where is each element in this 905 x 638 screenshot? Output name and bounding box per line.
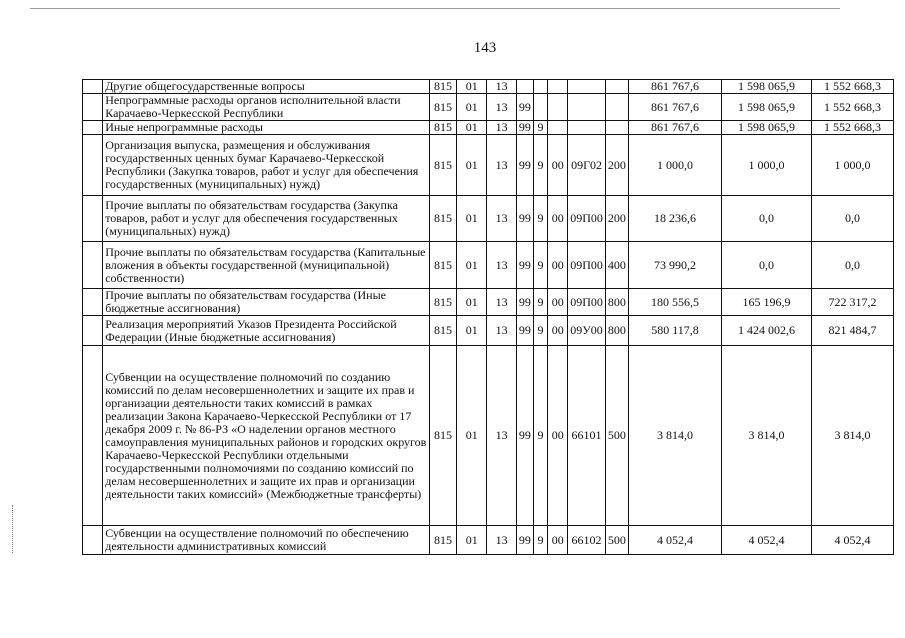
section-code: 01 bbox=[457, 196, 487, 242]
scan-top-edge-line bbox=[30, 8, 840, 9]
row-name: Субвенции на осуществление полномочий по обеспечению деятельности административных комиссий bbox=[103, 526, 430, 555]
grbs-code: 815 bbox=[429, 135, 456, 196]
target-item-subprogram: 9 bbox=[533, 346, 547, 526]
margin-cell bbox=[83, 526, 103, 555]
subsection-code: 13 bbox=[487, 121, 516, 135]
amount-year-2: 1 598 065,9 bbox=[722, 94, 812, 121]
margin-cell bbox=[83, 121, 103, 135]
target-item-program: 99 bbox=[516, 526, 533, 555]
target-item-subprogram: 9 bbox=[533, 242, 547, 289]
table-row bbox=[83, 80, 894, 94]
amount-year-3: 1 552 668,3 bbox=[812, 94, 894, 121]
amount-year-3: 1 552 668,3 bbox=[812, 121, 894, 135]
target-item-program: 99 bbox=[516, 135, 533, 196]
grbs-code: 815 bbox=[429, 121, 456, 135]
section-code: 01 bbox=[457, 135, 487, 196]
row-name: Прочие выплаты по обязательствам государства (Иные бюджетные ассигнования) bbox=[103, 289, 430, 316]
grbs-code: 815 bbox=[429, 346, 456, 526]
expense-type-code: 400 bbox=[605, 242, 628, 289]
target-item-program: 99 bbox=[516, 242, 533, 289]
table-row bbox=[83, 346, 894, 526]
target-item-subprogram: 9 bbox=[533, 135, 547, 196]
grbs-code: 815 bbox=[429, 196, 456, 242]
amount-year-1: 861 767,6 bbox=[628, 121, 721, 135]
subsection-code: 13 bbox=[487, 80, 516, 94]
table-row bbox=[83, 316, 894, 346]
expense-type-code: 200 bbox=[605, 135, 628, 196]
target-item-main-event bbox=[548, 121, 568, 135]
amount-year-1: 180 556,5 bbox=[628, 289, 721, 316]
subsection-code: 13 bbox=[487, 289, 516, 316]
expense-type-code: 500 bbox=[605, 526, 628, 555]
target-item-main-event: 00 bbox=[548, 316, 568, 346]
target-item-main-event bbox=[548, 80, 568, 94]
target-item-subprogram: 9 bbox=[533, 289, 547, 316]
amount-year-3: 0,0 bbox=[812, 242, 894, 289]
grbs-code: 815 bbox=[429, 80, 456, 94]
expense-type-code: 800 bbox=[605, 289, 628, 316]
section-code: 01 bbox=[457, 526, 487, 555]
target-item-program: 99 bbox=[516, 94, 533, 121]
subsection-code: 13 bbox=[487, 94, 516, 121]
amount-year-3: 0,0 bbox=[812, 196, 894, 242]
section-code: 01 bbox=[457, 94, 487, 121]
amount-year-2: 1 000,0 bbox=[722, 135, 812, 196]
expense-type-code: 800 bbox=[605, 316, 628, 346]
page-number: 143 bbox=[473, 40, 497, 56]
amount-year-2: 1 598 065,9 bbox=[722, 80, 812, 94]
amount-year-1: 580 117,8 bbox=[628, 316, 721, 346]
target-item-direction: 66102 bbox=[568, 526, 605, 555]
amount-year-2: 1 424 002,6 bbox=[722, 316, 812, 346]
table-row bbox=[83, 526, 894, 555]
target-item-direction: 09Г02 bbox=[568, 135, 605, 196]
target-item-direction bbox=[568, 80, 605, 94]
amount-year-1: 18 236,6 bbox=[628, 196, 721, 242]
target-item-program: 99 bbox=[516, 316, 533, 346]
amount-year-3: 4 052,4 bbox=[812, 526, 894, 555]
section-code: 01 bbox=[457, 289, 487, 316]
expense-type-code: 200 bbox=[605, 196, 628, 242]
row-name: Непрограммные расходы органов исполнительной власти Карачаево-Черкесской Республики bbox=[103, 94, 430, 121]
amount-year-3: 1 552 668,3 bbox=[812, 80, 894, 94]
budget-expenditure-table bbox=[82, 79, 894, 555]
grbs-code: 815 bbox=[429, 316, 456, 346]
table-row bbox=[83, 135, 894, 196]
subsection-code: 13 bbox=[487, 242, 516, 289]
amount-year-3: 3 814,0 bbox=[812, 346, 894, 526]
target-item-direction: 09П00 bbox=[568, 242, 605, 289]
scan-edge-mark bbox=[12, 505, 14, 553]
amount-year-3: 821 484,7 bbox=[812, 316, 894, 346]
expense-type-code bbox=[605, 94, 628, 121]
amount-year-2: 0,0 bbox=[722, 242, 812, 289]
table-row bbox=[83, 196, 894, 242]
target-item-program: 99 bbox=[516, 196, 533, 242]
margin-cell bbox=[83, 135, 103, 196]
target-item-program bbox=[516, 80, 533, 94]
amount-year-1: 4 052,4 bbox=[628, 526, 721, 555]
subsection-code: 13 bbox=[487, 526, 516, 555]
subsection-code: 13 bbox=[487, 346, 516, 526]
target-item-direction bbox=[568, 94, 605, 121]
subsection-code: 13 bbox=[487, 316, 516, 346]
expense-type-code: 500 bbox=[605, 346, 628, 526]
margin-cell bbox=[83, 196, 103, 242]
target-item-direction bbox=[568, 121, 605, 135]
table-row bbox=[83, 242, 894, 289]
target-item-subprogram bbox=[533, 94, 547, 121]
row-name: Прочие выплаты по обязательствам государства (Закупка товаров, работ и услуг для обеспечения государственных (муниципальных) нужд) bbox=[103, 196, 430, 242]
amount-year-2: 1 598 065,9 bbox=[722, 121, 812, 135]
expense-type-code bbox=[605, 80, 628, 94]
section-code: 01 bbox=[457, 121, 487, 135]
table-row bbox=[83, 289, 894, 316]
row-name: Субвенции на осуществление полномочий по созданию комиссий по делам несовершеннолетних и защите их прав и организации деятельности таких комиссий в рамках реализации Закона Карачаево-Черкесской Республики от 17 декабря 2009 г. № 86-РЗ «О наделении органов местного самоуправления муниципальных районов и городских округов Карачаево-Черкесской Республики отдельными государственными полномочиями по созданию комиссий по делам несовершеннолетних и защите их прав и организации деятельности таких комиссий» (Межбюджетные трансферты) bbox=[103, 346, 430, 526]
target-item-subprogram bbox=[533, 80, 547, 94]
amount-year-1: 1 000,0 bbox=[628, 135, 721, 196]
row-name: Организация выпуска, размещения и обслуживания государственных ценных бумаг Карачаево-Черкесской Республики (Закупка товаров, работ и услуг для обеспечения государственных (муниципальных) нужд) bbox=[103, 135, 430, 196]
target-item-subprogram: 9 bbox=[533, 121, 547, 135]
section-code: 01 bbox=[457, 80, 487, 94]
margin-cell bbox=[83, 242, 103, 289]
target-item-program: 99 bbox=[516, 346, 533, 526]
expense-type-code bbox=[605, 121, 628, 135]
target-item-main-event: 00 bbox=[548, 135, 568, 196]
grbs-code: 815 bbox=[429, 94, 456, 121]
subsection-code: 13 bbox=[487, 196, 516, 242]
margin-cell bbox=[83, 346, 103, 526]
margin-cell bbox=[83, 94, 103, 121]
row-name: Иные непрограммные расходы bbox=[103, 121, 430, 135]
grbs-code: 815 bbox=[429, 242, 456, 289]
grbs-code: 815 bbox=[429, 289, 456, 316]
section-code: 01 bbox=[457, 316, 487, 346]
margin-cell bbox=[83, 80, 103, 94]
row-name: Другие общегосударственные вопросы bbox=[103, 80, 430, 94]
section-code: 01 bbox=[457, 242, 487, 289]
amount-year-3: 722 317,2 bbox=[812, 289, 894, 316]
target-item-program: 99 bbox=[516, 121, 533, 135]
margin-cell bbox=[83, 289, 103, 316]
amount-year-1: 861 767,6 bbox=[628, 80, 721, 94]
target-item-main-event bbox=[548, 94, 568, 121]
section-code: 01 bbox=[457, 346, 487, 526]
amount-year-1: 861 767,6 bbox=[628, 94, 721, 121]
table-row bbox=[83, 94, 894, 121]
target-item-main-event: 00 bbox=[548, 526, 568, 555]
amount-year-2: 0,0 bbox=[722, 196, 812, 242]
row-name: Прочие выплаты по обязательствам государства (Капитальные вложения в объекты государственной (муниципальной) собственности) bbox=[103, 242, 430, 289]
amount-year-2: 165 196,9 bbox=[722, 289, 812, 316]
amount-year-2: 3 814,0 bbox=[722, 346, 812, 526]
target-item-direction: 09П00 bbox=[568, 289, 605, 316]
margin-cell bbox=[83, 316, 103, 346]
target-item-program: 99 bbox=[516, 289, 533, 316]
target-item-main-event: 00 bbox=[548, 196, 568, 242]
target-item-direction: 09У00 bbox=[568, 316, 605, 346]
subsection-code: 13 bbox=[487, 135, 516, 196]
target-item-direction: 66101 bbox=[568, 346, 605, 526]
table-row bbox=[83, 121, 894, 135]
target-item-subprogram: 9 bbox=[533, 316, 547, 346]
target-item-direction: 09П00 bbox=[568, 196, 605, 242]
amount-year-3: 1 000,0 bbox=[812, 135, 894, 196]
target-item-subprogram: 9 bbox=[533, 196, 547, 242]
target-item-subprogram: 9 bbox=[533, 526, 547, 555]
target-item-main-event: 00 bbox=[548, 289, 568, 316]
target-item-main-event: 00 bbox=[548, 346, 568, 526]
grbs-code: 815 bbox=[429, 526, 456, 555]
amount-year-1: 73 990,2 bbox=[628, 242, 721, 289]
amount-year-2: 4 052,4 bbox=[722, 526, 812, 555]
row-name: Реализация мероприятий Указов Президента Российской Федерации (Иные бюджетные ассигнования) bbox=[103, 316, 430, 346]
target-item-main-event: 00 bbox=[548, 242, 568, 289]
amount-year-1: 3 814,0 bbox=[628, 346, 721, 526]
